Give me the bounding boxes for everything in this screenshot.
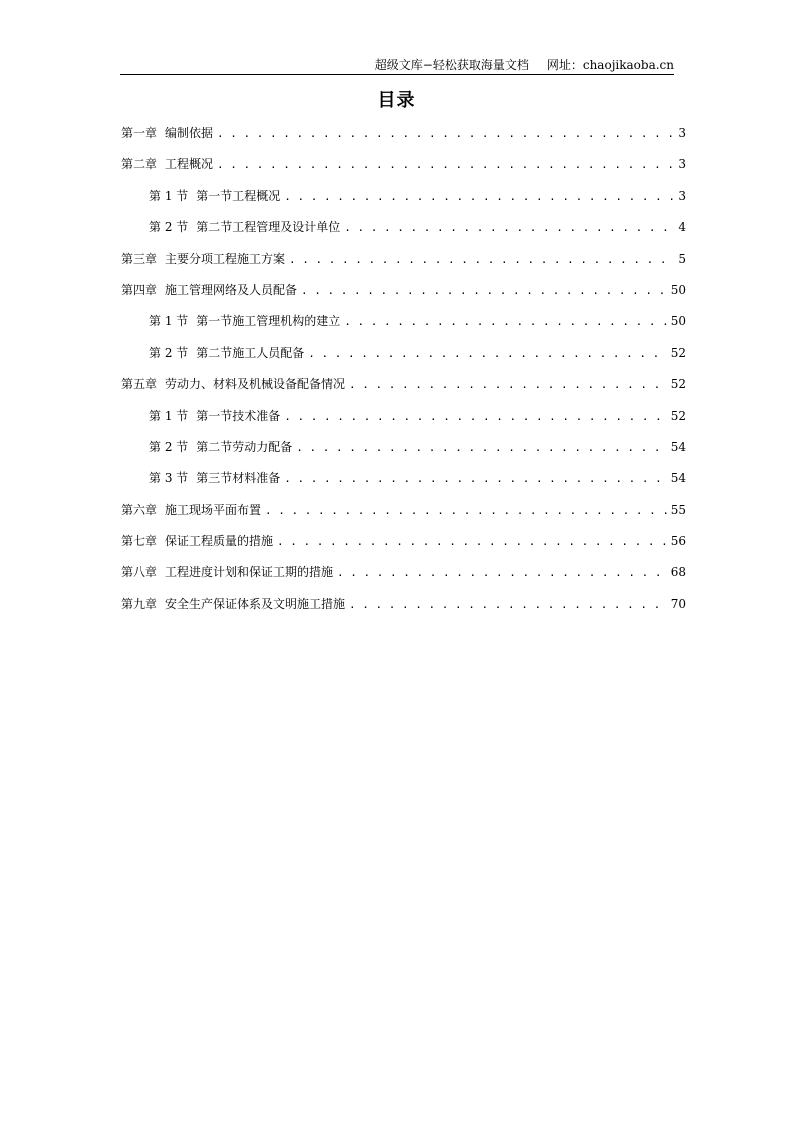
toc-entry[interactable] [121,279,686,310]
toc-leader-dots [308,343,666,365]
toc-entry-title: 第一节技术准备 [196,408,281,423]
header-site-text: 网址：chaojikaoba.cn [546,58,674,72]
toc-entry[interactable] [121,122,686,153]
toc-entry[interactable] [121,499,686,530]
toc-entry-number: 第 1 节 [149,314,189,329]
toc-entry-page: 55 [670,502,686,517]
toc-leader-dots [337,562,667,584]
toc-entry[interactable] [121,467,686,498]
toc-entry-title: 工程概况 [165,157,214,172]
toc-entry-page: 5 [678,251,686,266]
toc-entry-page: 3 [678,157,686,172]
toc-entry-title: 第一节工程概况 [196,188,281,203]
toc-entry-page: 50 [670,314,686,329]
toc-entry-page: 52 [670,377,686,392]
toc-entry-title: 工程进度计划和保证工期的措施 [165,565,334,580]
toc-entry-title: 主要分项工程施工方案 [165,251,286,266]
toc-entry-page: 52 [670,408,686,423]
toc-entry[interactable] [121,405,686,436]
toc-entry-page: 56 [670,534,686,549]
toc-entry[interactable] [121,373,686,404]
toc-leader-dots [284,406,666,428]
toc-entry[interactable] [121,436,686,467]
toc-entry-number: 第九章 [121,596,158,611]
toc-title: 目录 [377,90,416,111]
toc-entry[interactable] [121,248,686,279]
toc-leader-dots [284,468,666,490]
toc-entry-title: 施工管理网络及人员配备 [165,282,298,297]
toc-entry-title: 安全生产保证体系及文明施工措施 [165,596,346,611]
toc-entry-page: 54 [670,439,686,454]
toc-leader-dots [289,249,674,271]
toc-leader-dots [284,186,674,208]
toc-entry[interactable] [121,185,686,216]
toc-entry-number: 第 2 节 [149,439,189,454]
header-library-text: 超级文库−轻松获取海量文档 [374,58,529,72]
toc-entry-page: 3 [678,126,686,140]
toc-leader-dots [296,437,666,459]
toc-entry-page: 3 [678,188,686,203]
toc-entry-number: 第二章 [121,157,158,172]
toc-entry-title: 第二节劳动力配备 [196,439,293,454]
toc-entry-title: 第二节施工人员配备 [196,345,305,360]
page-header [120,56,674,75]
toc-entry-page: 70 [670,596,686,611]
toc-leader-dots [217,154,674,176]
toc-entry-title: 第三节材料准备 [196,471,281,486]
toc-leader-dots [344,217,674,239]
toc-leader-dots [349,594,667,616]
toc-entry[interactable] [121,530,686,561]
toc-leader-dots [349,374,667,396]
toc-entry[interactable] [121,561,686,592]
toc-entry[interactable] [121,310,686,341]
toc-entry[interactable] [121,216,686,247]
toc-entry-title: 劳动力、材料及机械设备配备情况 [165,377,346,392]
toc-entry-page: 68 [670,565,686,580]
toc-leader-dots [265,500,667,522]
toc-entry-number: 第 3 节 [149,471,189,486]
toc-entry-page: 54 [670,471,686,486]
toc-entry-number: 第七章 [121,534,158,549]
toc-entry[interactable] [121,153,686,184]
toc-leader-dots [301,280,667,302]
toc-entry[interactable] [121,593,686,624]
toc-entry-number: 第三章 [121,251,158,266]
toc-entry-page: 4 [678,220,686,235]
toc-entry-number: 第 2 节 [149,345,189,360]
toc-entry-title: 施工现场平面布置 [165,502,262,517]
toc-entry-title: 编制依据 [165,126,214,140]
toc-entry-number: 第 2 节 [149,220,189,235]
toc-entry-number: 第 1 节 [149,408,189,423]
toc-entry[interactable] [121,342,686,373]
table-of-contents [121,122,686,624]
toc-entry-page: 52 [670,345,686,360]
toc-entry-number: 第 1 节 [149,188,189,203]
toc-leader-dots [217,123,674,145]
toc-entry-number: 第六章 [121,502,158,517]
toc-entry-number: 第四章 [121,282,158,297]
toc-entry-title: 第二节工程管理及设计单位 [196,220,341,235]
toc-leader-dots [277,531,667,553]
toc-entry-number: 第五章 [121,377,158,392]
toc-entry-title: 保证工程质量的措施 [165,534,274,549]
toc-entry-number: 第一章 [121,126,158,140]
toc-leader-dots [344,311,666,333]
toc-entry-number: 第八章 [121,565,158,580]
toc-entry-page: 50 [670,282,686,297]
toc-entry-title: 第一节施工管理机构的建立 [196,314,341,329]
